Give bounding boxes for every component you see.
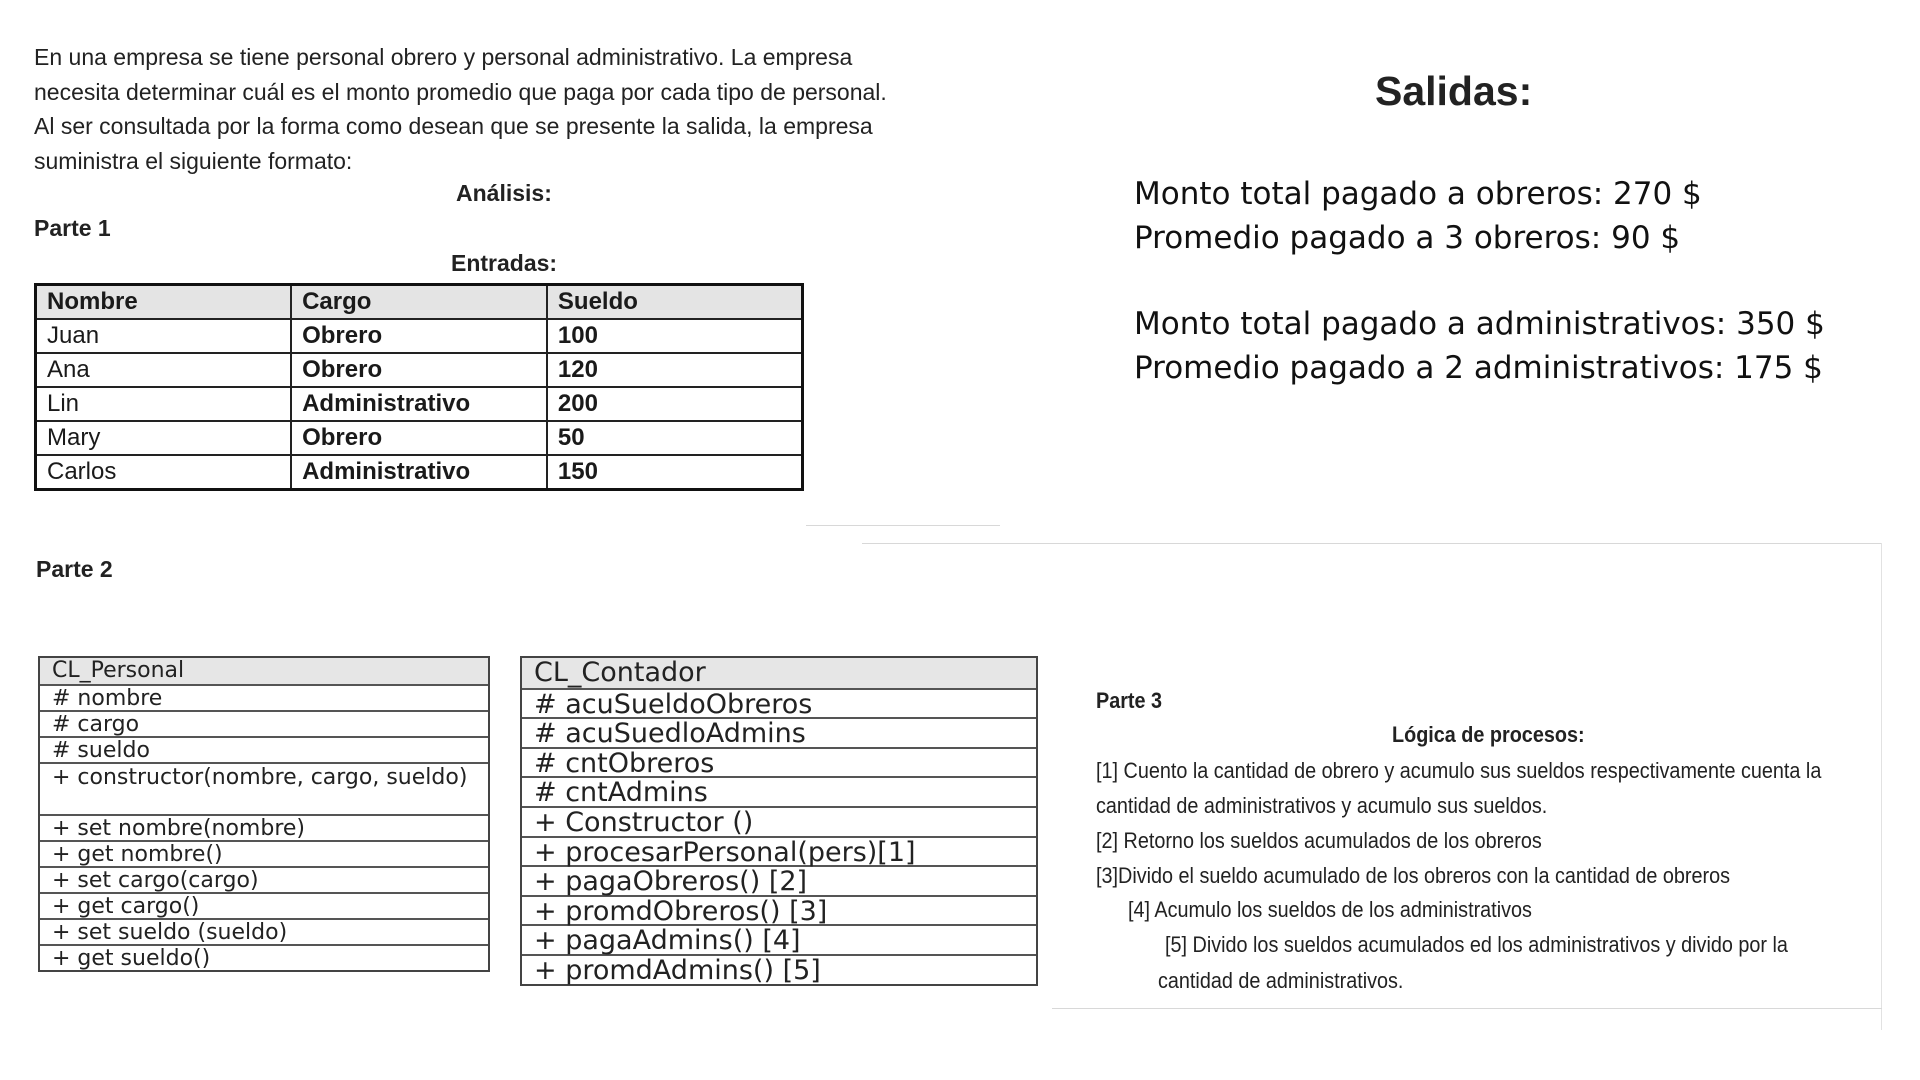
table-cell: 50	[547, 421, 803, 455]
class-member: # sueldo	[40, 736, 488, 762]
logic-line: cantidad de administrativos y acumulo sus sueldos.	[1096, 793, 1548, 818]
entradas-table	[34, 283, 804, 491]
class-member: + set nombre(nombre)	[40, 814, 488, 840]
table-header-row	[36, 285, 803, 320]
entradas-heading: Entradas:	[451, 250, 558, 276]
table-cell: Mary	[36, 421, 292, 455]
column-header: Cargo	[291, 285, 547, 320]
salidas-heading: Salidas:	[1375, 68, 1533, 114]
column-header: Sueldo	[547, 285, 803, 320]
intro-line: En una empresa se tiene personal obrero y personal administrativo. La empresa	[34, 44, 853, 70]
class-member: + get sueldo()	[40, 944, 488, 970]
table-cell: Juan	[36, 319, 292, 353]
divider	[806, 525, 1000, 526]
logic-line: [4] Acumulo los sueldos de los administrativos	[1128, 897, 1532, 922]
class-member: + procesarPersonal(pers)[1]	[522, 836, 1036, 866]
table-cell: 200	[547, 387, 803, 421]
class-member: # cargo	[40, 710, 488, 736]
table-cell: Administrativo	[291, 387, 547, 421]
table-row	[36, 455, 803, 490]
cl-personal-class-box	[38, 656, 490, 972]
class-member: + promdAdmins() [5]	[522, 954, 1036, 984]
class-member: # cntObreros	[522, 747, 1036, 777]
class-member: + set sueldo (sueldo)	[40, 918, 488, 944]
parte3-heading: Parte 3	[1096, 688, 1163, 713]
table-cell: 100	[547, 319, 803, 353]
class-member: + set cargo(cargo)	[40, 866, 488, 892]
class-member: + promdObreros() [3]	[522, 895, 1036, 925]
table-cell: Obrero	[291, 353, 547, 387]
table-row	[36, 421, 803, 455]
table-cell: Carlos	[36, 455, 292, 490]
table-row	[36, 319, 803, 353]
class-member: + Constructor ()	[522, 806, 1036, 836]
column-header: Nombre	[36, 285, 292, 320]
intro-line: Al ser consultada por la forma como desean que se presente la salida, la empresa	[34, 113, 873, 139]
logica-title: Lógica de procesos:	[1392, 722, 1585, 747]
table-row	[36, 387, 803, 421]
table-cell: Obrero	[291, 421, 547, 455]
table-cell: 150	[547, 455, 803, 490]
logic-line: [1] Cuento la cantidad de obrero y acumulo sus sueldos respectivamente cuenta la	[1096, 758, 1822, 783]
divider	[1881, 543, 1882, 1030]
intro-paragraph	[34, 40, 1004, 178]
class-member: # acuSueldoObreros	[522, 688, 1036, 718]
logic-line: [2] Retorno los sueldos acumulados de los obreros	[1096, 828, 1542, 853]
class-member: + constructor(nombre, cargo, sueldo)	[40, 762, 488, 814]
divider	[1052, 1008, 1882, 1009]
parte2-heading: Parte 2	[36, 556, 113, 582]
class-title: CL_Personal	[40, 658, 488, 684]
class-member: + get nombre()	[40, 840, 488, 866]
cl-contador-class-box	[520, 656, 1038, 986]
intro-line: suministra el siguiente formato:	[34, 147, 353, 174]
logic-line: [5] Divido los sueldos acumulados ed los administrativos y divido por la	[1165, 932, 1788, 957]
analisis-heading: Análisis:	[456, 180, 552, 206]
class-member: + pagaObreros() [2]	[522, 865, 1036, 895]
intro-line: necesita determinar cuál es el monto promedio que paga por cada tipo de personal.	[34, 78, 887, 105]
class-member: # acuSuedloAdmins	[522, 717, 1036, 747]
parte1-heading: Parte 1	[34, 215, 111, 241]
table-row	[36, 353, 803, 387]
class-member: # cntAdmins	[522, 776, 1036, 806]
logic-line: cantidad de administrativos.	[1158, 968, 1404, 993]
salida-line: Promedio pagado a 2 administrativos: 175 $	[1134, 350, 1823, 386]
table-cell: Ana	[36, 353, 292, 387]
divider	[862, 543, 1882, 544]
class-member: + pagaAdmins() [4]	[522, 924, 1036, 954]
table-cell: Lin	[36, 387, 292, 421]
salida-line: Monto total pagado a administrativos: 350 $	[1134, 306, 1825, 342]
salida-line: Monto total pagado a obreros: 270 $	[1134, 176, 1702, 212]
salida-line: Promedio pagado a 3 obreros: 90 $	[1134, 220, 1681, 256]
table-cell: 120	[547, 353, 803, 387]
logic-line: [3]Divido el sueldo acumulado de los obreros con la cantidad de obreros	[1096, 863, 1730, 888]
table-cell: Obrero	[291, 319, 547, 353]
class-member: + get cargo()	[40, 892, 488, 918]
table-cell: Administrativo	[291, 455, 547, 490]
class-title: CL_Contador	[522, 658, 1036, 688]
class-member: # nombre	[40, 684, 488, 710]
